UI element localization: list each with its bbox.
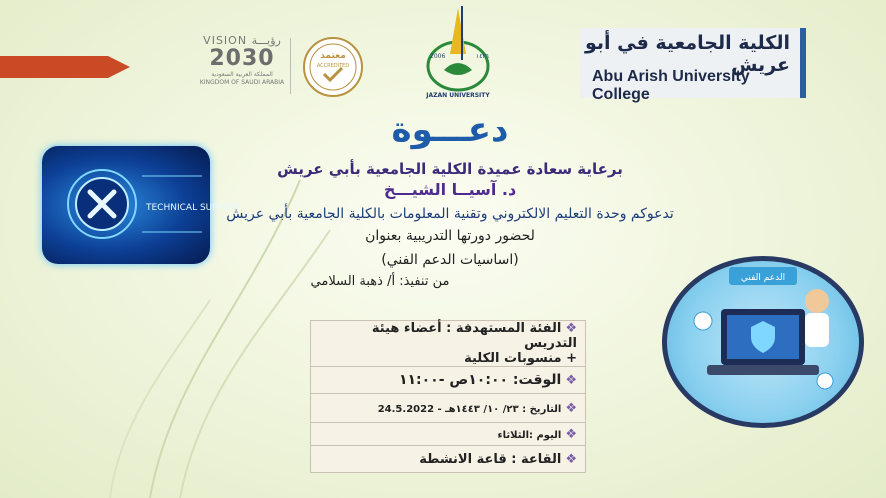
support-illustration	[662, 256, 864, 428]
svg-text:ACCREDITED: ACCREDITED	[316, 63, 350, 69]
jazan-year-left: 2006	[430, 53, 446, 60]
bullet-icon: ❖	[565, 400, 577, 416]
day-row	[311, 423, 586, 446]
technical-support-image	[42, 146, 242, 264]
invitation-title: دعـــوة	[391, 110, 509, 150]
executed-by: من تنفيذ: أ/ ذهبة السلامي	[310, 274, 450, 289]
room-row	[311, 446, 586, 473]
time-row	[311, 367, 586, 394]
date-row	[311, 394, 586, 423]
jazan-name: JAZAN UNIVERSITY	[426, 92, 490, 99]
vision-country-ar: المملكة العربية السعودية	[211, 71, 273, 78]
technical-support-caption: TECHNICAL SUPPORT	[146, 203, 242, 213]
course-title: (اساسيات الدعم الفني)	[381, 252, 519, 268]
details-table	[310, 320, 586, 473]
college-name-ar: الكلية الجامعية في أبو عريش	[584, 32, 790, 76]
vision-2030-logo	[196, 34, 288, 96]
bullet-icon: ❖	[565, 426, 577, 442]
divider	[290, 38, 291, 94]
day-text: اليوم :الثلاثاء	[497, 429, 562, 441]
attend-line: لحضور دورتها التدريبية بعنوان	[365, 228, 535, 244]
audience-text: الفئة المستهدفة : أعضاء هيئة التدريس	[371, 321, 577, 351]
bullet-icon: ❖	[565, 451, 577, 467]
room-text: القاعة : قاعة الانشطة	[419, 451, 562, 467]
jazan-year-right: ١٤٢٦	[476, 53, 489, 60]
bullet-icon: ❖	[565, 373, 577, 388]
date-text: التاريخ : ٢٣/ ١٠/ ١٤٤٣هـ - 24.5.2022	[377, 403, 562, 415]
accredited-seal	[302, 36, 364, 98]
dean-name: د. آسيــا الشيـــخ	[383, 180, 517, 199]
invite-line: تدعوكم وحدة التعليم الالكتروني وتقنية المعلومات بالكلية الجامعية بأبي عريش	[226, 206, 674, 222]
patron-line: برعاية سعادة عميدة الكلية الجامعية بأبي عريش	[277, 160, 623, 178]
support-caption: الدعم الفني	[740, 273, 786, 283]
college-name-box	[580, 28, 806, 103]
bullet-icon: ❖	[565, 321, 577, 336]
svg-text:معتمد: معتمد	[320, 51, 346, 61]
vision-label: VISION رؤيـــة	[203, 34, 281, 47]
vision-year: 2030	[209, 46, 275, 71]
audience-text-2: + منسوبات الكلية	[464, 351, 577, 366]
jazan-university-logo	[416, 4, 500, 104]
audience-row	[311, 321, 586, 367]
college-name-en: Abu Arish University College	[592, 68, 750, 103]
time-text: الوقت: ١٠:٠٠ص -١١:٠٠	[398, 372, 562, 388]
vision-country-en: KINGDOM OF SAUDI ARABIA	[199, 79, 285, 86]
